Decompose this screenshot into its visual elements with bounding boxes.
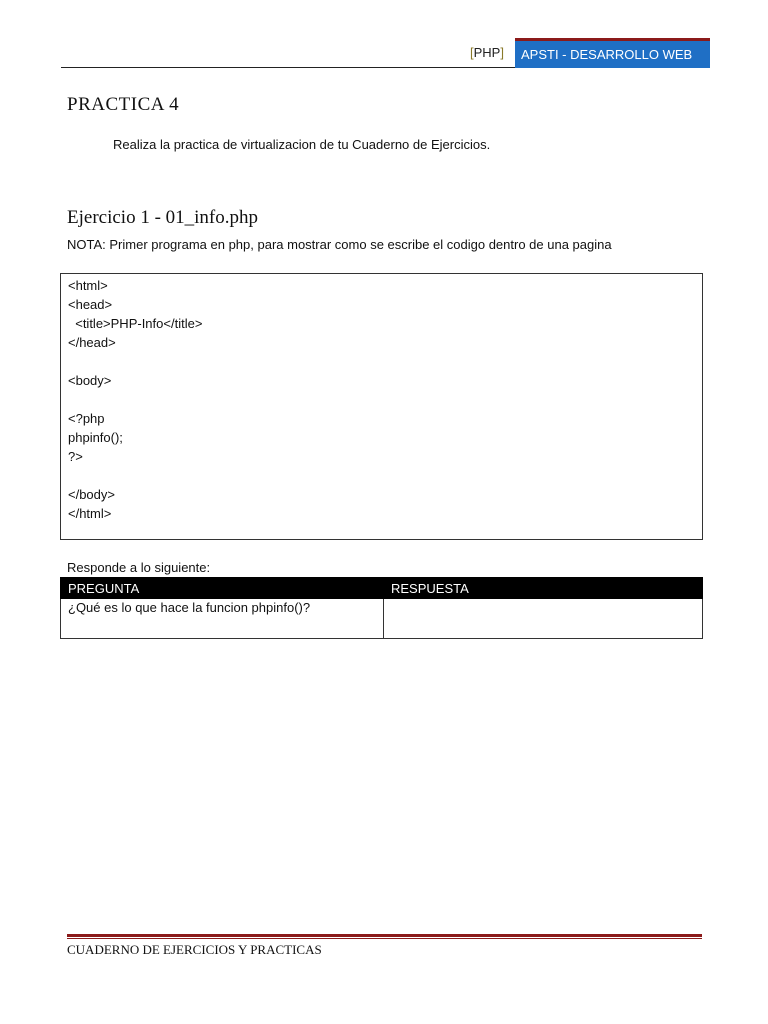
- code-line: <body>: [68, 373, 112, 388]
- code-line: </body>: [68, 487, 115, 502]
- table-header-row: [61, 578, 703, 599]
- code-line: ?>: [68, 449, 83, 464]
- code-line: [68, 466, 695, 485]
- code-line: <html>: [68, 278, 108, 293]
- code-box: [60, 273, 703, 540]
- tag-bracket-close: ]: [500, 45, 504, 60]
- tag-text: PHP: [473, 45, 501, 60]
- header-banner: APSTI - DESARROLLO WEB: [515, 38, 710, 68]
- questions-label: Responde a lo siguiente:: [67, 560, 211, 575]
- code-line: <head>: [68, 297, 113, 312]
- code-line: </html>: [68, 506, 112, 521]
- header-respuesta: RESPUESTA: [384, 578, 703, 599]
- code-line: phpinfo();: [68, 430, 123, 445]
- practice-intro: Realiza la practica de virtualizacion de tu Cuaderno de Ejercicios.: [113, 137, 491, 152]
- code-line: [68, 390, 695, 409]
- code-line: <?php: [68, 411, 105, 426]
- practice-title: PRACTICA 4: [67, 94, 180, 115]
- header-pregunta: PREGUNTA: [61, 578, 384, 599]
- exercise-note: NOTA: Primer programa en php, para mostrar como se escribe el codigo dentro de una pagina: [67, 237, 612, 252]
- code-line: [68, 352, 695, 371]
- table-row: [61, 599, 703, 639]
- exercise-title: Ejercicio 1 - 01_info.php: [67, 207, 259, 228]
- question-cell: ¿Qué es lo que hace la funcion phpinfo()?: [61, 599, 384, 639]
- code-line: </head>: [68, 335, 116, 350]
- answer-cell[interactable]: [384, 599, 703, 639]
- questions-table: [60, 577, 703, 639]
- footer-rule-thin: [67, 938, 702, 939]
- tag-bracket-open: [: [470, 45, 474, 60]
- code-line: <title>PHP-Info</title>: [68, 316, 203, 331]
- footer-rule-thick: [67, 934, 702, 937]
- footer-text: CUADERNO DE EJERCICIOS Y PRACTICAS: [67, 942, 322, 957]
- header-tag: [470, 45, 504, 60]
